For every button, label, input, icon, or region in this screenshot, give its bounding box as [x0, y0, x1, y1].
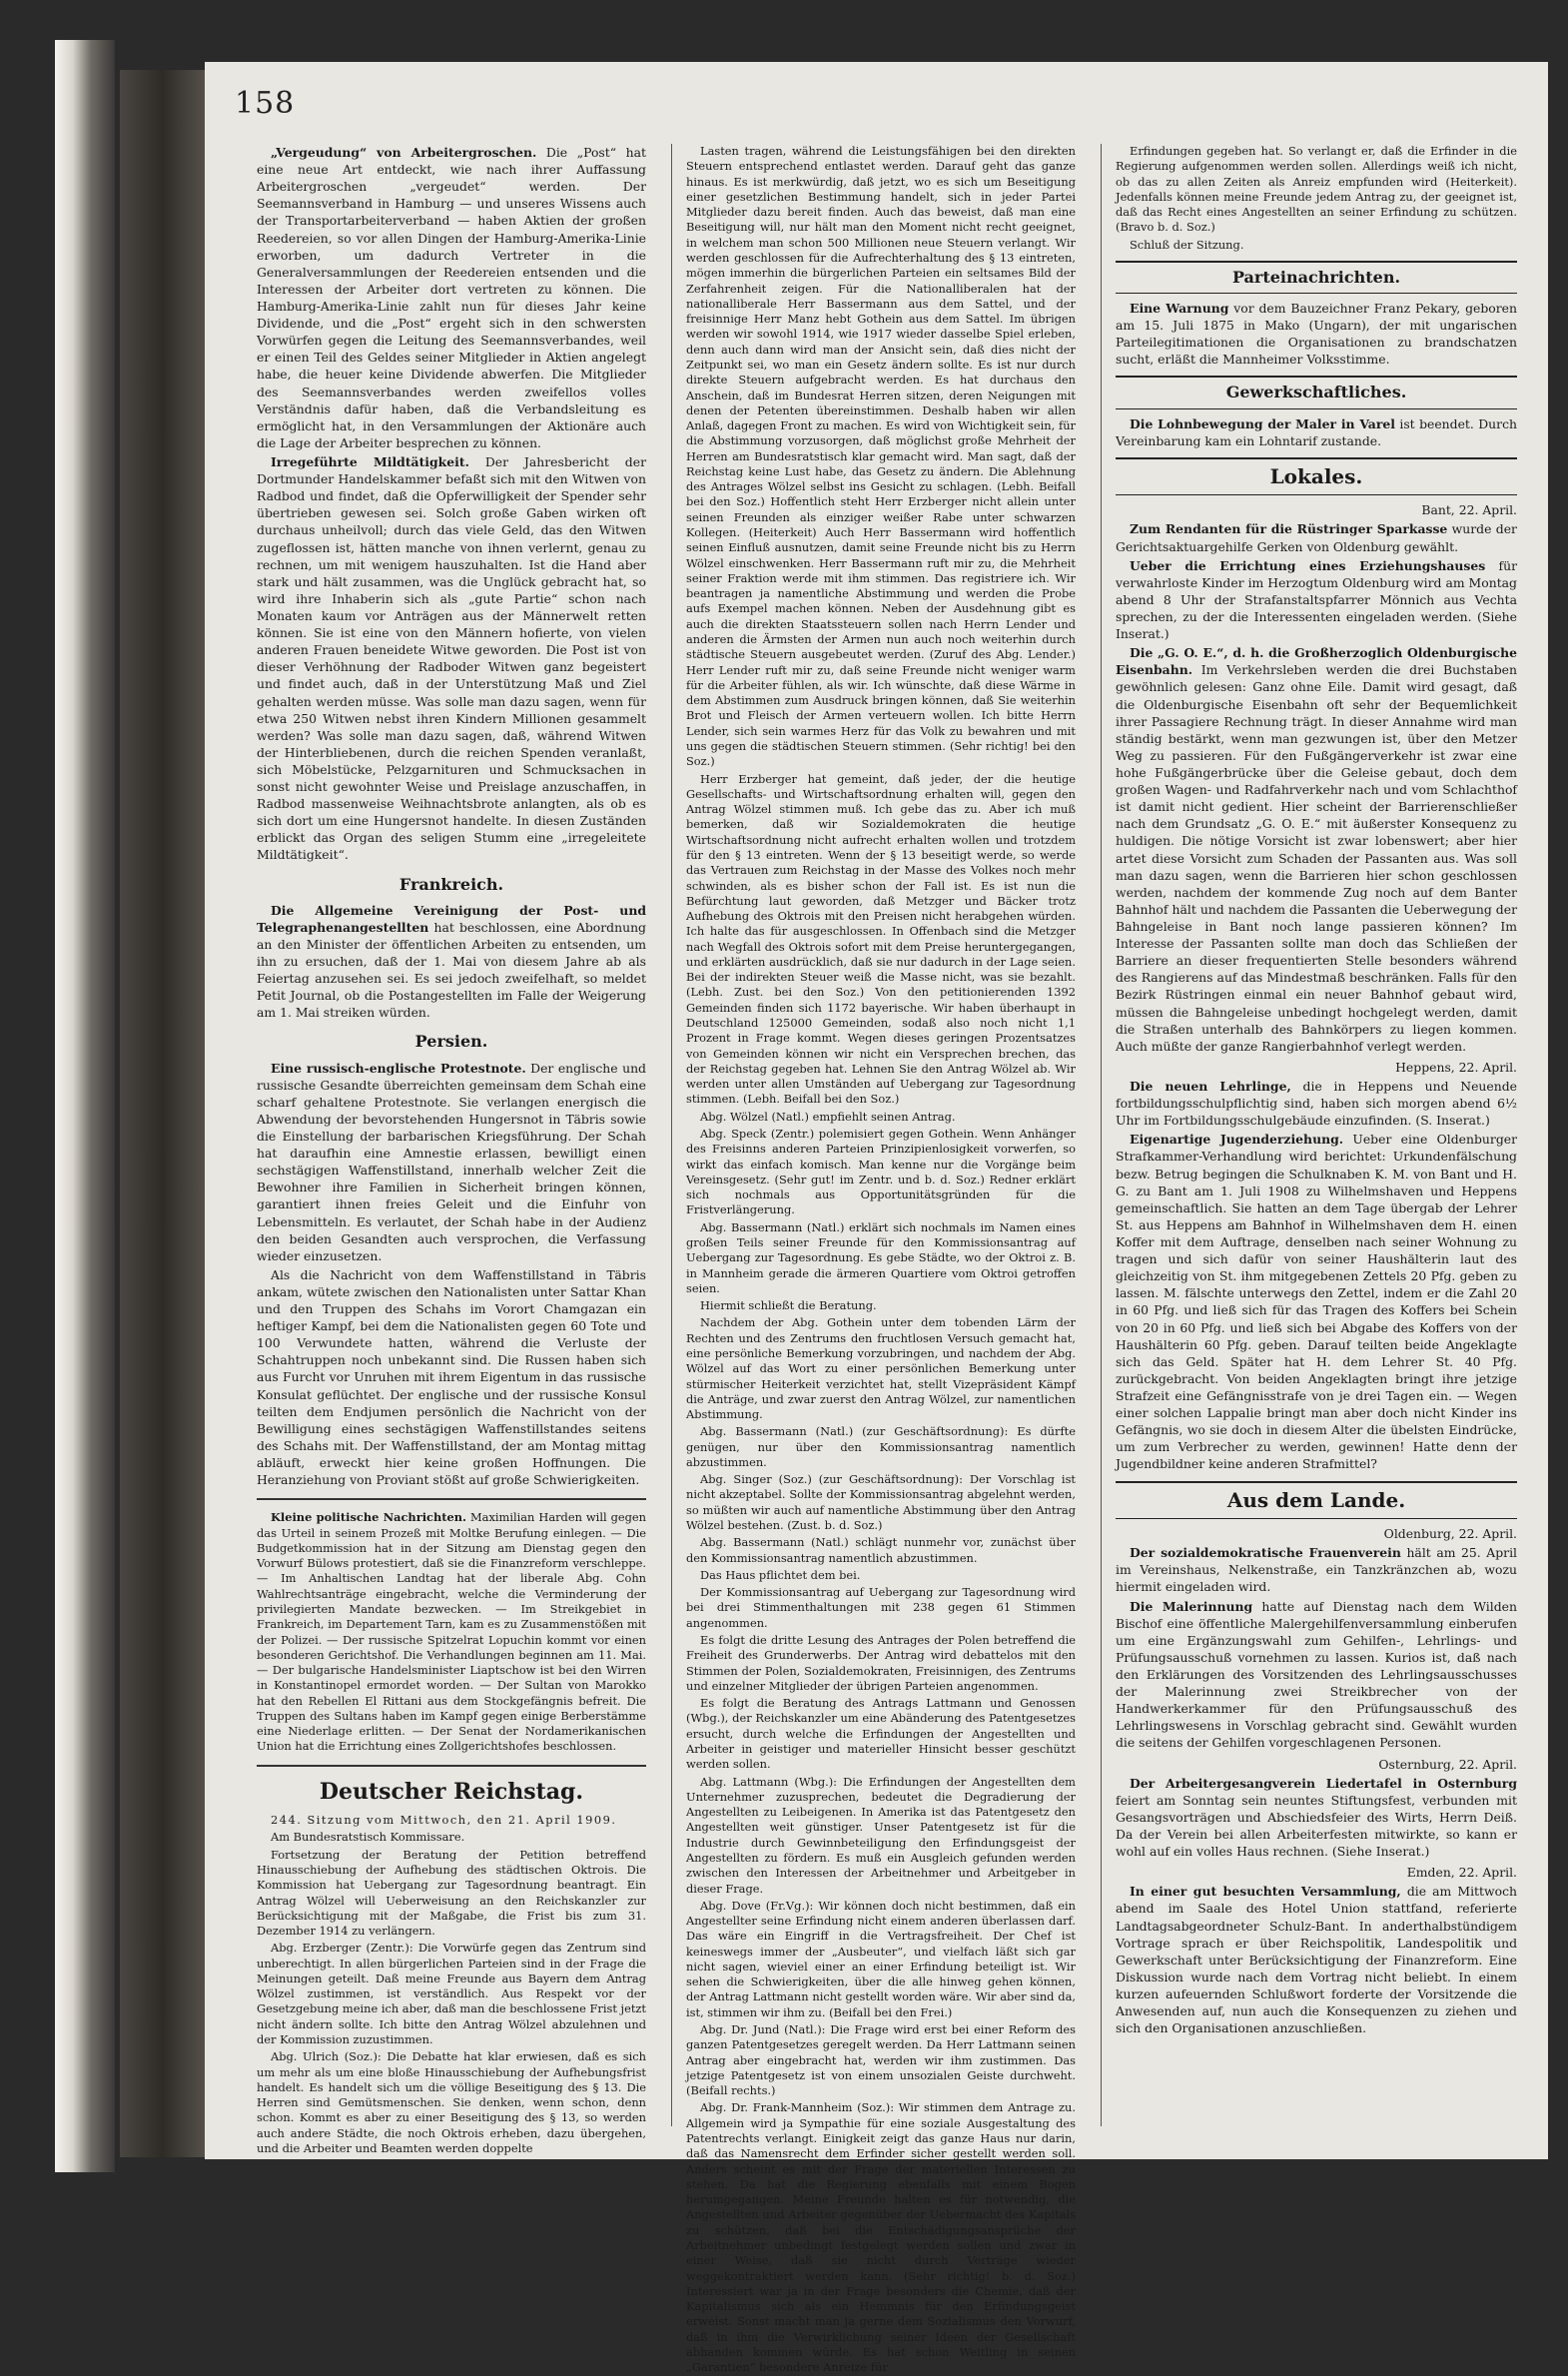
article-jugenderziehung: Eigenartige Jugenderziehung. Ueber eine Oldenburger Strafkammer-Verhandlung wird berichtet: Urkundenfälschung bezw. Betrug begingen die Schulknaben K. M. von Bant und H. G. zu Bant am 1. Juli 1908 zu Wilhelmshaven und Heppens gemeinschaftlich. Sie hatten an dem Tage übergab der Lehrer St. aus Heppens am Bahnhof in Wilhelmshaven dem H. einen Koffer mit dem Auftrage, denselben nach seiner Wohnung zu tragen und sich dafür von seiner Haushälterin laut des gleichzeitig von St. ihm mitgegebenen Zettels 20 Pfg. geben zu lassen. M. fälschte unterwegs den Zettel, indem er die Zahl 20 in 60 Pfg. und ließ sich für das Tragen des Koffers bei Schein von 20 in 60 Pfg. und ließ sich bei Abgabe des Koffers von der Haushälterin 60 Pfg. geben. Darauf teilten beide Angeklagte sich das Geld. Später hat H. dem Lehrer St. 40 Pfg. zurückgebracht. Von beiden Angeklagten bringt ihre jetzige Strafzeit eine Gefängnisstrafe von je drei Tagen ein. — Wegen einer solchen Lappalie bringt man aber doch nicht Kinder ins Gefängnis, wo sie doch in diesem Alter die übelsten Eindrücke, um zum Verbrecher zu werden, gewinnen! Hatte denn der Jugendbildner keine anderen Strafmittel? [1116, 1132, 1518, 1472]
article-liedertafel: Der Arbeitergesangverein Liedertafel in Osternburg feiert am Sonntag sein neuntes Stiftungsfest, verbunden mit Gesangsvorträgen und Abschiedsfeier des Wirts, Herrn Deiß. Da der Verein bei allen Arbeiterfesten mitwirkte, so kann er wohl auf ein volles Haus rechnen. (Siehe Inserat.) [1116, 1775, 1517, 1860]
reichstag-para: Abg. Dove (Fr.Vg.): Wir können doch nicht bestimmen, daß ein Angestellter seine Erfindung nicht einem anderen überlassen darf. Das wäre ein Eingriff in die Vertragsfreiheit. Der Chef ist keineswegs immer der „Ausbeuter“, und vielfach läßt sich gar nicht sagen, wieviel einer an einer Erfindung beteiligt ist. Wir sehen die Schwierigkeiten, über die alle hinweg gehen können, der Antrag Lattmann nicht gestellt worden wäre. Wir aber sind da, ist, stimmen wir ihm zu. (Beifall bei den Frei.) [686, 1898, 1076, 2019]
article-taebris: Als die Nachricht von dem Waffenstillstand in Täbris ankam, wütete zwischen den Nationalisten unter Sattar Khan und den Truppen des Schahs im Vorort Chamgazan ein heftiger Kampf, bei dem die Nationalisten gegen 60 Tote und 100 Verwundete hatten, während die Verluste der Schahtruppen noch unbekannt sind. Die Russen haben sich aus Furcht vor Unruhen mit ihrem Eigentum in das russische Konsulat geflüchtet. Der englische und der russische Konsul teilten dem Endjumen persönlich die Nachricht von der Bewilligung eines sechstägigen Waffenstillstandes seitens des Schahs mit. Der Waffenstillstand, der am Montag mittag abläuft, erweckt hier keine großen Hoffnungen. Die Heranziehung von Proviant stößt auf große Schwierigkeiten. [257, 1266, 646, 1488]
reichstag-para: Am Bundesratstisch Kommissare. [271, 1830, 465, 1845]
dateline-heppens: Heppens, 22. April. [1395, 1059, 1517, 1075]
dateline-osternburg: Osternburg, 22. April. [1378, 1756, 1517, 1772]
article-post-telegraphen: Die Allgemeine Vereinigung der Post- und Telegraphenangestellten hat beschlossen, eine Abordnung an den Minister der öffentlichen Arbeiten zu entsenden, um ihn zu ersuchen, daß der 1. Mai von diesem Jahre ab als Feiertag anzusehen sei. Es sei jedoch zweifelhaft, so meldet Petit Journal, ob die Postangestellten im Falle der Weigerung am 1. Mai streiken würden. [257, 902, 646, 1021]
dateline-bant: Bant, 22. April. [1421, 502, 1517, 518]
column-divider [1101, 144, 1102, 2126]
book-spine-shadow [120, 70, 205, 2157]
article-versammlung-emden: In einer gut besuchten Versammlung, die am Mittwoch abend im Saale des Hotel Union stattfand, referierte Landtagsabgeordneter Schulz-Bant. In anderthalbstündigem Vortrage sprach er über Reichspolitik, Landespolitik und Gewerkschaft unter Berücksichtigung der Finanzreform. Eine Diskussion wurde nach dem Vortrag nicht beliebt. In einem kurzen aufeuernden Schlußwort forderte der Vorsitzende die Anwesenden auf, nun auch die Konsequenzen zu ziehen und sich den Organisationen anzuschließen. [1116, 1884, 1517, 2036]
heading-frankreich: Frankreich. [398, 874, 504, 894]
reichstag-session-line: 244. Sitzung vom Mittwoch, den 21. April 1909. [271, 1813, 617, 1828]
article-kleine-nachrichten: Kleine politische Nachrichten. Maximilian Harden will gegen das Urteil in seinem Prozeß mit Moltke Berufung einlegen. — Die Budgetkommission hat in der Sitzung am Dienstag gegen den Vorwurf Bülows protestiert, daß sie die Finanzreform verschleppe. — Im Anhaltischen Landtag hat der liberale Abg. Cohn Wahlrechtsanträge eingebracht, welche die Verminderung der privilegierten Mandate bezwecken. — Im Streikgebiet in Frankreich, im Departement Tarn, kam es zu Zusammenstößen mit der Polizei. — Der russische Spitzelrat Lopuchin kommt vor einen besonderen Gerichtshof. Die Verhandlungen beginnen am 11. Mai. — Der bulgarische Handelsminister Liaptschow ist bei den Wirren in Konstantinopel ermordet worden. — Der Sultan von Marokko hat den Rebellen El Rittani aus dem Stockgefängnis befreit. Die Truppen des Sultans haben im Kampf gegen einige Berberstämme eine Niederlage erlitten. — Der Senat der Nordamerikanischen Union hat die Errichtung eines Zollgerichtshofes beschlossen. [257, 1510, 646, 1754]
column-3 [1116, 144, 1517, 2126]
reichstag-para: Abg. Bassermann (Natl.) schlägt nunmehr vor, zunächst über den Kommissionsantrag namentlich abzustimmen. [686, 1535, 1076, 1565]
article-warnung: Eine Warnung vor dem Bauzeichner Franz Pekary, geboren am 15. Juli 1875 in Mako (Ungarn), der mit ungarischen Parteilegitimationen die Organisationen zu brandschatzen sucht, erläßt die Mannheimer Volksstimme. [1116, 301, 1517, 368]
reichstag-para: Fortsetzung der Beratung der Petition betreffend Hinausschiebung der Aufhebung des städtischen Oktrois. Die Kommission hat Uebergang zur Tagesordnung beantragt. Ein Antrag Wölzel will Ueberweisung an den Reichskanzler zur Berücksichtigung mit der Maßgabe, die Frist bis zum 31. Dezember 1914 zu verlängern. [257, 1847, 646, 1939]
reichstag-para: Abg. Dr. Jund (Natl.): Die Frage wird erst bei einer Reform des ganzen Patentgesetzes geregelt werden. Da Herr Lattmann seinen Antrag aber eingebracht hat, werden wir ihm zustimmen. Das jetzige Patentgesetz ist von einem unsozialen Geiste durchweht. (Beifall rechts.) [686, 2022, 1076, 2098]
section-rule [257, 1765, 646, 1767]
reichstag-para: Herr Erzberger hat gemeint, daß jeder, der die heutige Gesellschafts- und Wirtschaftsordnung erhalten will, gegen den Antrag Wölzel stimmen muß. Ich gebe das zu. Aber ich muß bemerken, daß wir Sozialdemokraten die heutige Wirtschaftsordnung nicht aufrecht erhalten wollen und trotzdem für den § 13 eintreten. Wenn der § 13 beseitigt werde, so werde das Vertrauen zum Reichstag in der Masse des Volkes noch mehr schwinden, als es bisher schon der Fall ist. Es ist nun die Befürchtung laut geworden, daß Metzger und Bäcker trotz Aufhebung des Oktrois mit den Preisen nicht herabgehen würden. Ich halte das für ausgeschlossen. In Offenbach sind die Metzger nach Wegfall des Oktrois sofort mit dem Preise heruntergegangen, und erklärten ausdrücklich, daß sie nur dadurch in der Lage seien. Bei der indirekten Steuer weiß die Masse nicht, was sie bezahlt. (Lebh. Zust. bei den Soz.) Von den petitionierenden 1392 Gemeinden finden sich 1172 bayerische. Wir haben überhaupt in Deutschland 125000 Gemeinden, sodaß also noch nicht 1,1 Prozent in Frage kommt. Wegen dieses geringen Prozentsatzes von Gemeinden können wir nicht ein Versprechen brechen, das der Reichstag gegeben hat. Lehnen Sie den Antrag Wölzel ab. Wir werden unter allen Umständen auf Uebergang zur Tagesordnung stimmen. (Lebh. Beifall bei den Soz.) [686, 771, 1076, 1107]
reichstag-para: Lasten tragen, während die Leistungsfähigen bei den direkten Steuern entsprechend entlastet werden. Darauf geht das ganze hinaus. Es ist merkwürdig, daß jetzt, wo es sich um Beseitigung einer gesetzlichen Bestimmung handelt, sich in jeder Partei Mitglieder dazu bereit finden. Auch das beweist, daß man eine Beseitigung will, nur hält man den Moment nicht recht geeignet, in welchem man schon 500 Millionen neue Steuern verlangt. Wir werden geschlossen für die Aufrechterhaltung des § 13 eintreten, mögen immerhin die bürgerlichen Parteien ein seltsames Bild der Zerfahrenheit zeigen. Für die Nationalliberalen hat der nationalliberale Herr Bassermann aus dem Sattel, und der freisinnige Herr Manz hebt Gothein aus dem Sattel. Im übrigen werden wir sowohl 1914, wie 1917 wieder dasselbe Spiel erleben, denn auch dann wird man der Ansicht sein, daß dies nicht der Zeitpunkt sei, wo man ein Gesetz ändern sollte. Es ist nur durch direkte Steuern aufgebracht werden. Es hat durchaus den Anschein, daß im Bundesrat Herren sitzen, deren Neigungen mit denen der Petenten übereinstimmen. Deshalb haben wir allen Anlaß, dagegen Front zu machen. Es wird von Wichtigkeit sein, für die Abstimmung vorzusorgen, daß möglichst große Mehrheit der Herren am Bundesratstisch klar gemacht wird. Man sagt, daß der Reichstag keine Lust habe, das Gesetz zu ändern. Die Ablehnung des Antrages Wölzel selbst ins Gesicht zu schlagen. (Lebh. Beifall bei den Soz.) Hoffentlich steht Herr Erzberger nicht allein unter seinen Freunden als einziger weißer Rabe unter schwarzen Kollegen. (Heiterkeit) Auch Herr Bassermann wird hoffentlich seinen Einfluß ausnutzen, damit seine Freunde nicht bis zu Herrn Wölzel einschwenken. Herr Bassermann ruft mir zu, die Mehrheit seiner Fraktion werde mit ihm stimmen. Das registriere ich. Wir beantragen ja namentliche Abstimmung und werden die Probe aufs Exempel machen können. Neben der Ausdehnung gibt es auch die direkten Staatssteuern sollen nach Herrn Lender und anderen die Ärmsten der Armen nun auch noch weiterhin durch städtische Steuern ausgebeutet werden. (Zuruf des Abg. Lender.) Herr Lender ruft mir zu, daß seine Freunde nicht weniger warm für die Arbeiter fühlen, als wir. Ich wünschte, daß diese Wärme in dem Abstimmen zum Ausdruck bringen können, daß Sie weiterhin Brot und Fleisch der Armen verteuern wollen. Ich bitte Herrn Lender, sich sein warmes Herz für das Volk zu bewahren und mit uns gegen die städtischen Steuern stimmen. (Sehr richtig! bei den Soz.) [686, 144, 1076, 769]
reichstag-para: Erfindungen gegeben hat. So verlangt er, daß die Erfinder in die Regierung aufgenommen werden sollen. Allerdings weiß ich nicht, ob das zu allen Zeiten als Anreiz empfunden wird (Heiterkeit). Jedenfalls können meine Freunde jedem Antrag zu, der geeignet ist, daß das Recht eines Angestellten an seiner Erfindung zu schützen. (Bravo b. d. Soz.) [1116, 144, 1517, 235]
reichstag-para: Abg. Singer (Soz.) (zur Geschäftsordnung): Der Vorschlag ist nicht akzeptabel. Sollte der Kommissionsantrag abgelehnt werden, so müßten wir auch auf namentliche Abstimmung über den Antrag Wölzel bestehen. (Zust. b. d. Soz.) [686, 1472, 1076, 1533]
article-mildtaetigkeit: Irregeführte Mildtätigkeit. Der Jahresbericht der Dortmunder Handelskammer befaßt sich mit den Witwen von Radbod und findet, daß die Opferwilligkeit der Spender sehr übertrieben gewesen sei. Solch große Gaben wirken oft durchaus unheilvoll; durch das viele Geld, das den Witwen zugeflossen ist, hätten manche von ihnen verlernt, genau zu rechnen, um mit wenigem hauszuhalten. Ist die Hand aber stark und hält zusammen, was die Unglück gebracht hat, so wird ihre Inhaberin sich als „gute Partie“ schon nach Monaten kaum vor Anträgen aus der Männerwelt retten können. Sie ist eine von den Männern hofierte, von vielen anderen Frauen beneidete Witwe geworden. Die Post ist von dieser Verhöhnung der Radboder Witwen ganz begeistert und findet auch, daß in der Unterstützung Maß und Ziel gehalten werden müsse. Was solle man dazu sagen, wenn für etwa 250 Witwen nebst ihren Kindern Millionen gesammelt werden? Was solle man dazu sagen, daß, während Witwen der Hinterbliebenen, durch die reichen Spenden veranlaßt, sich Möbelstücke, Pelzgarnituren und Schmucksachen in sonst nicht gewohnter Weise und Preislage anzuschaffen, in Radbod massenweise Weihnachtsbrote anlangten, als ob es sich dort um eine Hungersnot handelte. In diesen Zuständen erblickt das Organ des seligen Stumm eine „irregeleitete Mildtätigkeit“. [257, 453, 646, 863]
article-protestnote: Eine russisch-englische Protestnote. Der englische und russische Gesandte überreichten gemeinsam dem Schah eine scharf gehaltene Protestnote. Sie verlangen energisch die Abwendung der bevorstehenden Hungersnot in Täbris sowie die Einstellung der barbarischen Kriegsführung. Der Schah hat daraufhin eine Amnestie erlassen, bewilligt einen sechstägigen Waffenstillstand, innerhalb welcher Zeit die Bewohner ihre Familien in Sicherheit bringen können, garantiert ihnen freies Geleit und die Einfuhr von Lebensmitteln. Es verlautet, der Schah habe in der Audienz den beiden Gesandten auch versprochen, die Verfassung wieder einzusetzen. [257, 1060, 646, 1263]
column-2 [686, 144, 1076, 2375]
article-malerinnung: Die Malerinnung hatte auf Dienstag nach dem Wilden Bischof eine öffentliche Malergehilfenversammlung einberufen um eine Ergänzungswahl zum Gehilfen-, Lehrlings- und Prüfungsausschuß vornehmen zu lassen. Kurios ist, daß nach den Erklärungen des Vorsitzenden des Lehrlingsausschusses der Malerinnung zwei Streikbrecher von der Handwerkerkammer für den Prüfungsausschuß des Lehrlingswesens in Vorschlag gebracht sind. Gewählt wurden die seitens der Gehilfen vorgeschlagenen Personen. [1116, 1598, 1517, 1751]
article-frauenverein: Der sozialdemokratische Frauenverein hält am 25. April im Vereinshaus, Nelkenstraße, ein Tanzkränzchen ab, wozu hiermit eingeladen wird. [1116, 1545, 1517, 1595]
reichstag-para: Es folgt die Beratung des Antrags Lattmann und Genossen (Wbg.), der Reichskanzler um eine Abänderung des Patentgesetzes ersucht, durch welche die Erfindungen der Angestellten und Arbeiter in geistiger und materieller Hinsicht besser geschützt werden sollen. [686, 1696, 1076, 1772]
reichstag-para: Nachdem der Abg. Gothein unter dem tobenden Lärm der Rechten und des Zentrums den fruchtlosen Versuch gemacht hat, eine persönliche Bemerkung vorzubringen, und nachdem der Abg. Wölzel auf das Wort zu einer persönlichen Bemerkung unter stürmischer Heiterkeit verzichtet hat, stellt Vizepräsident Kämpf die Anträge, und zwar zuerst den Antrag Wölzel, zur namentlichen Abstimmung. [686, 1315, 1076, 1422]
reichstag-para: Das Haus pflichtet dem bei. [700, 1567, 861, 1582]
article-rendant: Zum Rendanten für die Rüstringer Sparkasse wurde der Gerichtsaktuargehilfe Gerken von Oldenburg gewählt. [1116, 521, 1517, 554]
reichstag-para: Abg. Ulrich (Soz.): Die Debatte hat klar erwiesen, daß es sich um mehr als um eine bloße Hinausschiebung der Aufhebungsfrist handelt. Es handelt sich um die völlige Beseitigung des § 13. Die Herren sind Gemütsmenschen. Sie denken, wenn schon, denn schon. Kommt es aber zu einer Beseitigung des § 13, so werden auch andere Städte, die noch Oktrois erheben, dazu übergehen, und die Arbeiter und Beamten werden doppelte [257, 2049, 646, 2156]
reichstag-para: Hiermit schließt die Beratung. [700, 1298, 877, 1313]
heading-lokales: Lokales. [1116, 457, 1517, 496]
section-rule [257, 1498, 646, 1500]
newspaper-page [205, 62, 1548, 2375]
reichstag-para: Abg. Speck (Zentr.) polemisiert gegen Gothein. Wenn Anhänger des Freisinns anderen Parteien Prinzipienlosigkeit vorwerfen, so wirkt das einfach komisch. Man kenne nur die Vorgänge beim Vereinsgesetz. (Sehr gut! im Zentr. und b. d. Soz.) Redner erklärt sich nochmals aus Opportunitätsgründen für die Fristverlängerung. [686, 1127, 1076, 1217]
article-lehrlinge: Die neuen Lehrlinge, die in Heppens und Neuende fortbildungsschulpflichtig sind, haben sich morgen abend 6½ Uhr im Fortbildungsschulgebäude einzufinden. (S. Inserat.) [1116, 1078, 1517, 1129]
article-erziehungshaus: Ueber die Errichtung eines Erziehungshauses für verwahrloste Kinder im Herzogtum Oldenburg wird am Montag abend 8 Uhr der Strafanstaltspfarrer Mönnich aus Vechta sprechen, zu der die Interessenten eingeladen werden. (Siehe Inserat.) [1116, 557, 1517, 642]
reichstag-para: Abg. Dr. Frank-Mannheim (Soz.): Wir stimmen dem Antrage zu. Allgemein wird ja Sympathie für eine soziale Ausgestaltung des Patentrechts verlangt. Einigkeit zeigt das ganze Haus nur darin, daß das Namensrecht dem Erfinder sicher gestellt werden soll. Anders scheint es mit der Frage der materiellen Interessen zu stehen. Da hat die Regierung ebenfalls mit einem Bogen herumgegangen. Meine Freunde halten es für notwendig, die Angestellten und Arbeiter gegenüber der Uebermacht des Kapitals zu schützen, daß bei die Entschädigungsansprüche der Arbeitnehmer unbedingt festgelegt werden sollen und zwar in einer Weise, daß sie nicht durch Verträge wieder weggekontraktiert werden kann. (Sehr richtig! b. d. Soz.) Interessiert war ja in der Frage besonders die Chemie, daß der Kapitalismus sich als ein Hemmnis für den Erfindungsgeist erweist. Sonst macht man ja gerne dem Sozialismus den Vorwurf, daß in ihm die Verwirklichung seiner Ideen der Gesellschaft abhanden kommen würde. Es hat schon Weitling in seinen „Garantien“ besondere Anreize für [686, 2100, 1076, 2375]
article-vergeudung: „Vergeudung“ von Arbeitergroschen. Die „Post“ hat eine neue Art entdeckt, wie nach ihrer Auffassung Arbeitergroschen „vergeudet“ werden. Der Seemannsverband in Hamburg — und unseres Wissens auch der Transportarbeiterverband — haben Aktien der großen Reedereien, so vor allen Dingen der Hamburg-Amerika-Linie erworben, um dadurch Vertreter in die Generalversammlungen der Reedereien entsenden und die Interessen der Arbeiter dort vertreten zu können. Die Hamburg-Amerika-Linie zahlt nun für dieses Jahr keine Dividende, und die „Post“ ergeht sich in den schwersten Vorwürfen gegen die Leitung des Seemannsverbandes, weil er einen Teil des Geldes seiner Mitglieder in Aktien angelegt habe, die heuer keine Dividende abwerfen. Die Mitglieder des Seemannsverbandes werden zweifellos volles Verständnis dafür haben, daß die Verbandsleitung es ermöglicht hat, in den Versammlungen der Aktionäre auch die Lage der Arbeiter besprechen zu können. [257, 145, 646, 450]
reichstag-para: Abg. Lattmann (Wbg.): Die Erfindungen der Angestellten dem Unternehmer zuzusprechen, bedeutet die Degradierung der Angestellten zu Leibeigenen. In Amerika ist das Patentgesetz den Angestellten weit günstiger. Unser Patentgesetz ist für die Industrie durch Gewinnbeteiligung den Erfindungsgeist der Angestellten zu fördern. Es muß ein Ausgleich gefunden werden zwischen den Interessen der Arbeitnehmer und Arbeitgeber in dieser Frage. [686, 1774, 1076, 1896]
reichstag-para: Der Kommissionsantrag auf Uebergang zur Tagesordnung wird bei drei Stimmenthaltungen mit 238 gegen 61 Stimmen angenommen. [686, 1585, 1076, 1630]
dateline-oldenburg: Oldenburg, 22. April. [1383, 1526, 1517, 1542]
column-divider [671, 144, 672, 2126]
page-number: 158 [235, 86, 296, 121]
heading-deutscher-reichstag: Deutscher Reichstag. [319, 1778, 584, 1805]
book-binding-edge [55, 40, 115, 2172]
reichstag-para: Abg. Wölzel (Natl.) empfiehlt seinen Antrag. [700, 1109, 956, 1124]
reichstag-para: Abg. Bassermann (Natl.) erklärt sich nochmals im Namen eines großen Teils seiner Freunde für den Kommissionsantrag auf Uebergang zur Tagesordnung. Es gebe Städte, wo der Oktroi z. B. in Mannheim gerade die ärmeren Quartiere vom Oktroi getroffen seien. [686, 1219, 1076, 1295]
heading-persien: Persien. [414, 1032, 488, 1052]
article-goe-eisenbahn: Die „G. O. E.“, d. h. die Großherzoglich Oldenburgische Eisenbahn. Im Verkehrsleben werden die drei Buchstaben gewöhnlich gelesen: Ganz ohne Eile. Damit wird gesagt, daß die Oldenburgische Eisenbahn oft sehr der Bequemlichkeit ihrer Passagiere Rechnung trägt. In dieser Annahme wird man ständig bestärkt, wenn man gezwungen ist, über den Metzer Weg zu passieren. Für den Fußgängerverkehr ist zwar eine hohe Fußgängerbrücke über die Geleise gebaut, doch dem großen Wagen- und Radfahrverkehr nach und vom Schlachthof ist damit nicht gedient. Hier scheint der Barrierenschließer nach dem Grundsatz „G. O. E.“ mit äußerster Konsequenz zu huldigen. Die nötige Vorsicht ist zwar lobenswert; aber hier artet diese Vorsicht zum Schaden der Passanten aus. Was soll man dazu sagen, wenn die Barrieren hier schon geschlossen werden, nachdem der kommende Zug noch auf dem Banter Bahnhof hält und nachdem die Passanten die Ueberwegung der Bahngeleise in Bant noch lange passieren können? Im Interesse der Passanten sollte man doch das Schließen der Barriere an dieser frequentierten Stelle besonders während des Rangierens auf das Mindestmaß beschränken. Falls für den Bezirk Rüstringen einmal ein neuer Bahnhof gebaut wird, müssen die Bahngeleise unbedingt hochgelegt werden, damit die Straßen unterhalb des Bahnkörpers zu liegen kommen. Auch müßte der ganze Rangierbahnhof verlegt werden. [1116, 645, 1517, 1054]
heading-aus-dem-lande: Aus dem Lande. [1116, 1481, 1517, 1520]
reichstag-para: Abg. Bassermann (Natl.) (zur Geschäftsordnung): Es dürfte genügen, nur über den Kommissionsantrag namentlich abzustimmen. [686, 1424, 1076, 1469]
heading-gewerkschaftliches: Gewerkschaftliches. [1116, 376, 1517, 408]
article-lohnbewegung: Die Lohnbewegung der Maler in Varel ist beendet. Durch Vereinbarung kam ein Lohntarif zustande. [1116, 415, 1517, 448]
reichstag-para: Es folgt die dritte Lesung des Antrages der Polen betreffend die Freiheit des Grunderwerbs. Der Antrag wird debattelos mit den Stimmen der Polen, Sozialdemokraten, Freisinnigen, des Zentrums und einzelner Mitglieder der übrigen Parteien angenommen. [686, 1633, 1076, 1693]
reichstag-closing: Schluß der Sitzung. [1130, 237, 1244, 252]
heading-parteinachrichten: Parteinachrichten. [1116, 261, 1517, 294]
dateline-emden: Emden, 22. April. [1406, 1865, 1517, 1881]
column-1 [257, 144, 646, 2156]
reichstag-para: Abg. Erzberger (Zentr.): Die Vorwürfe gegen das Zentrum sind unberechtigt. In allen bürgerlichen Parteien sind in der Frage die Meinungen geteilt. Daß meine Freunde aus Bayern dem Antrag Wölzel zustimmen, ist verständlich. Aus Respekt vor der Gesetzgebung meine ich aber, daß man die beschlossene Frist jetzt nicht ändern sollte. Ich bitte den Antrag Wölzel abzulehnen und der Kommission zuzustimmen. [257, 1941, 646, 2047]
